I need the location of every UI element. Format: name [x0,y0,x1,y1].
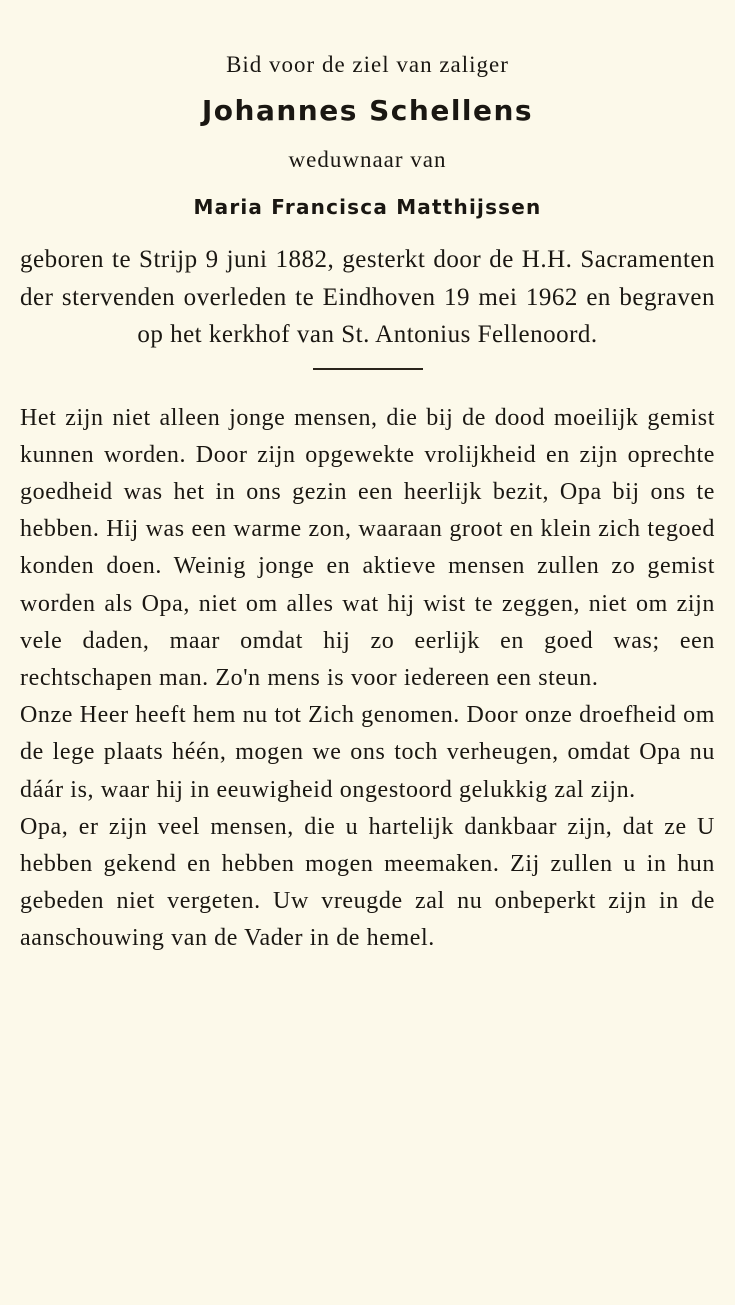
tribute-paragraph: Het zijn niet alleen jonge mensen, die bij de dood moeilijk gemist kunnen worden. Door zijn opgewekte vrolijkheid en zijn oprechte goedheid was het in ons gezin een heerlijk bezit, Opa bij ons te hebben. Hij was een warme zon, waaraan groot en klein zich tegoed konden doen. Weinig jonge en aktieve mensen zullen zo gemist worden als Opa, niet om alles wat hij wist te zeggen, niet om zijn vele daden, maar omdat hij zo eerlijk en goed was; een rechtschapen man. Zo'n mens is voor iedereen een steun. [20,404,715,691]
tribute-paragraph: Opa, er zijn veel mensen, die u hartelijk dankbaar zijn, dat ze U hebben gekend en hebben mogen meemaken. Zij zullen u in hun gebeden niet vergeten. Uw vreugde zal nu onbeperkt zijn in de aanschouwing van de Vader in de hemel. [20,813,715,952]
widower-line: weduwnaar van [288,147,447,172]
spouse-name: Maria Francisca Matthijssen [193,195,542,219]
tribute-paragraph: Onze Heer heeft hem nu tot Zich genomen. Door onze droefheid om de lege plaats héén, mogen we ons toch verheugen, omdat Opa nu dáár is, waar hij in eeuwigheid ongestoord gelukkig zal zijn. [20,702,715,803]
deceased-name: Johannes Schellens [201,94,534,127]
intro-line: Bid voor de ziel van zaliger [226,52,509,77]
dates-paragraph: geboren te Strijp 9 juni 1882, gesterkt door de H.H. Sacramenten der stervenden overleden te Eindhoven 19 mei 1962 en begraven op het kerkhof van St. Antonius Fellenoord. [20,246,715,348]
divider [313,368,423,370]
tribute-text [20,400,715,958]
